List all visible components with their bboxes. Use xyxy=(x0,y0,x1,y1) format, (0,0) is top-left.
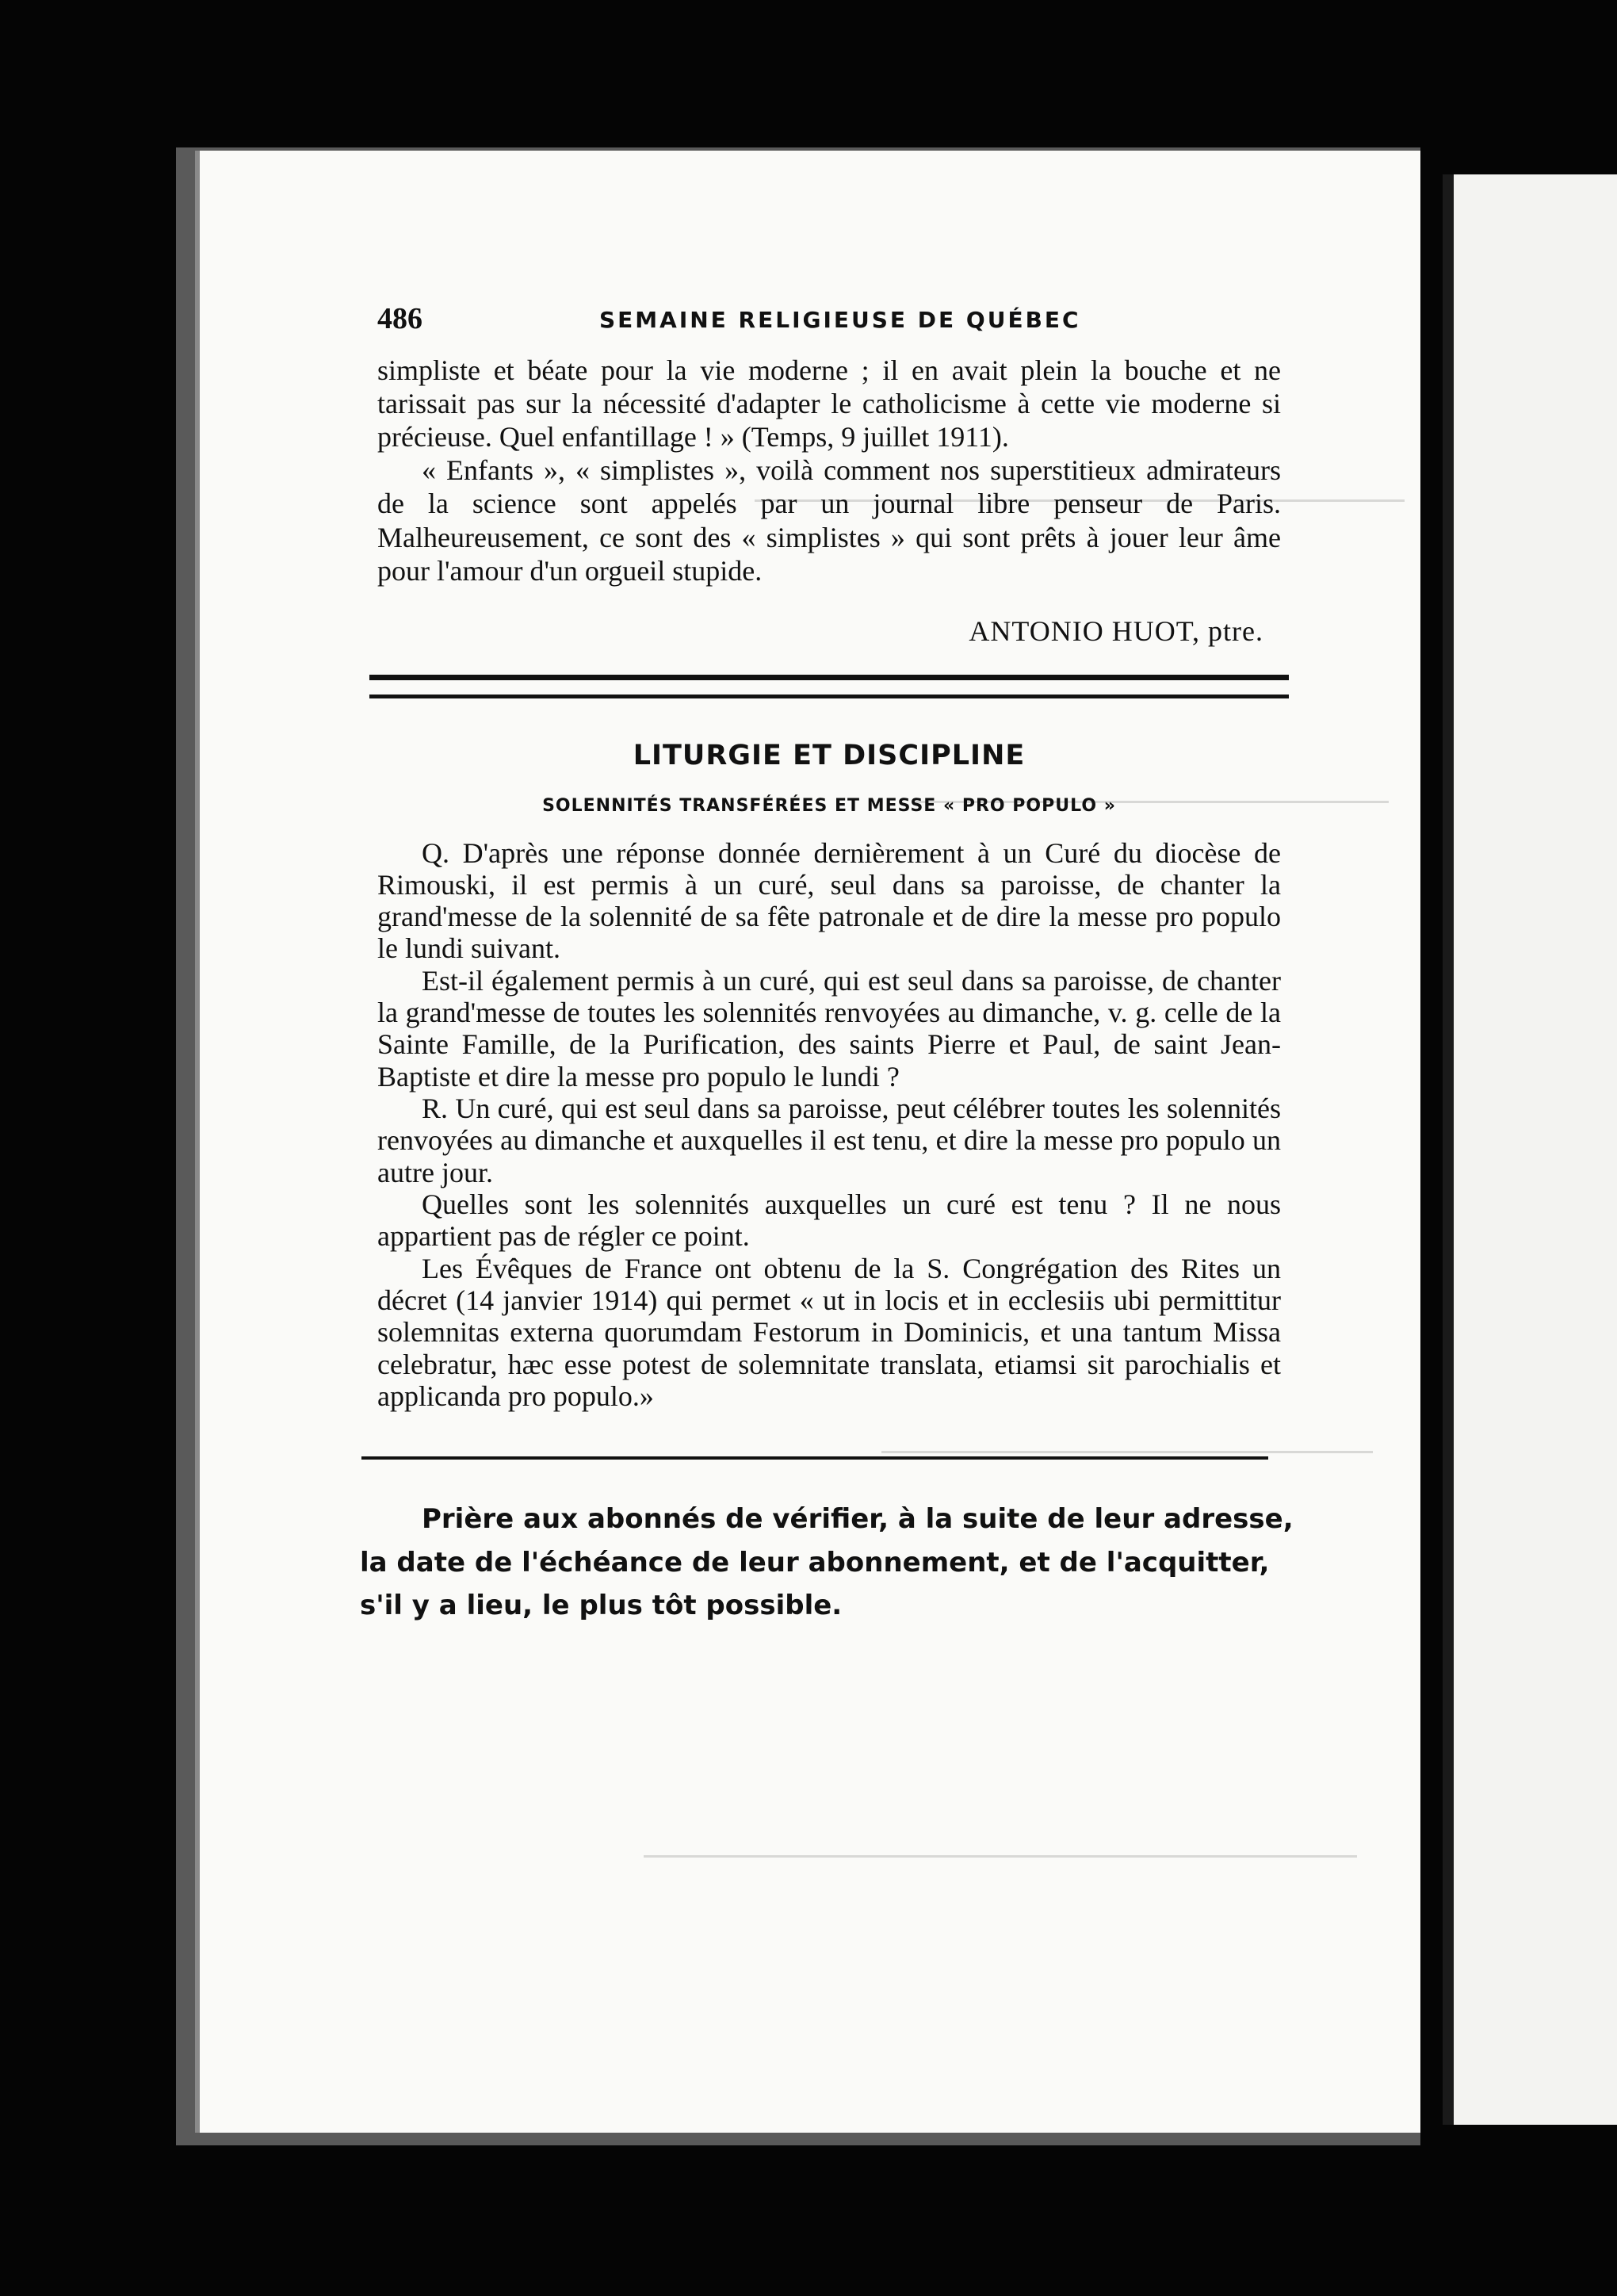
question-paragraph: Est-il également permis à un curé, qui est seul dans sa paroisse, de chanter la grand'messe de toutes les solennités renvoyées au dimanche, v. g. celle de la Sainte Famille, de la Purification, des saints Pierre et Paul, de saint Jean-Baptiste et dire la messe pro populo le lundi ? xyxy=(377,964,1281,1093)
section-title: LITURGIE ET DISCIPLINE xyxy=(633,739,1026,771)
question-paragraph: Q. D'après une réponse donnée dernièrement à un Curé du diocèse de Rimouski, il est permis à un curé, seul dans sa paroisse, de chanter la grand'messe de la solennité de sa fête patronale et de dire la messe pro populo le lundi suivant. xyxy=(377,836,1281,965)
page-content xyxy=(360,301,1294,1627)
notice-line: Prière aux abonnés de vérifier, à la suite de leur adresse, xyxy=(422,1503,1294,1536)
answer-paragraph: Les Évêques de France ont obtenu de la S. Congrégation des Rites un décret (14 janvier 1914) qui permet « ut in locis et in ecclesiis ubi permittitur solemnitas externa quorumdam Festorum in Dominicis, et una tantum Missa celebratur, hæc esse potest de solemnitate translata, etiamsi sit parochialis et applicanda pro populo.» xyxy=(377,1252,1281,1412)
facing-page-edge xyxy=(1443,174,1617,2125)
article-end xyxy=(377,354,1281,648)
notice-divider xyxy=(361,1456,1268,1460)
page-header xyxy=(377,301,1281,347)
running-title: SEMAINE RELIGIEUSE DE QUÉBEC xyxy=(599,307,1081,333)
answer-paragraph: Quelles sont les solennités auxquelles un curé est tenu ? Il ne nous appartient pas de régler ce point. xyxy=(377,1188,1281,1253)
section-divider xyxy=(369,675,1289,698)
section-subtitle: SOLENNITÉS TRANSFÉRÉES ET MESSE « PRO POPULO » xyxy=(542,795,1116,816)
page-number: 486 xyxy=(377,302,422,335)
notice-line: s'il y a lieu, le plus tôt possible. xyxy=(360,1589,843,1621)
bleed-through-line xyxy=(644,1855,1357,1858)
article-paragraph: « Enfants », « simplistes », voilà comment nos superstitieux admirateurs de la science sont appelés par un journal libre penseur de Paris. Malheureusement, ce sont des « simplistes » qui sont prêts à jouer leur âme pour l'amour d'un orgueil stupide. xyxy=(377,454,1281,587)
notice-line: la date de l'échéance de leur abonnement, et de l'acquitter, xyxy=(360,1546,1270,1578)
answer-paragraph: R. Un curé, qui est seul dans sa paroisse, peut célébrer toutes les solennités renvoyées au dimanche et auxquelles il est tenu, et dire la messe pro populo un autre jour. xyxy=(377,1093,1281,1188)
question-answer-body xyxy=(377,837,1281,1413)
subscriber-notice xyxy=(360,1498,1294,1627)
author-signature: ANTONIO HUOT, ptre. xyxy=(969,614,1263,647)
article-paragraph: simpliste et béate pour la vie moderne ; il en avait plein la bouche et ne tarissait pas sur la nécessité d'adapter le catholicisme à cette vie moderne si précieuse. Quel enfantillage ! » (Temps, 9 juillet 1911). xyxy=(377,354,1281,453)
